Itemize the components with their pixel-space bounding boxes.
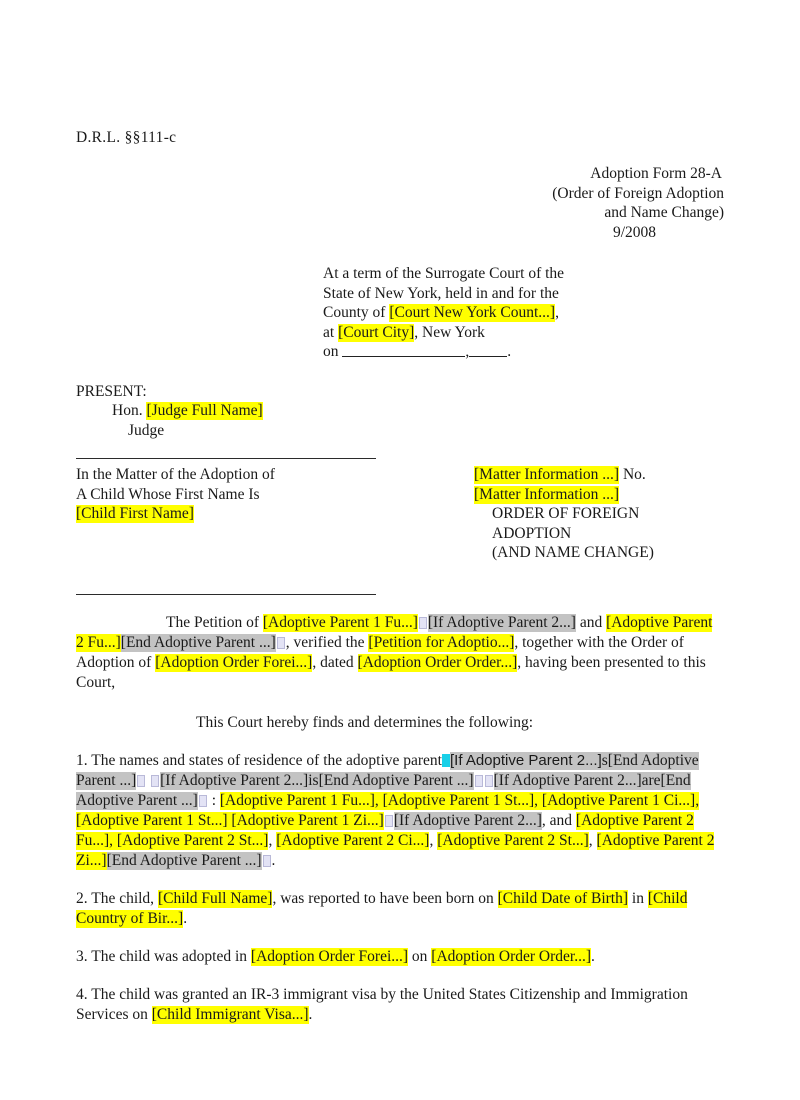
adoptive-parent-2-city-field[interactable]: [Adoptive Parent 2 Ci...] bbox=[276, 831, 430, 849]
adoptive-parent-2-state-field[interactable]: [Adoptive Parent 2 St...] bbox=[437, 831, 589, 849]
p1-text-4: are bbox=[641, 771, 661, 789]
end-adoptive-parent-tag[interactable]: [End Adoptive Parent ...] bbox=[76, 771, 691, 809]
statute-citation: D.R.L. §§111-c bbox=[76, 129, 177, 146]
field-marker-icon bbox=[137, 775, 145, 787]
court-term-line-3 bbox=[323, 303, 724, 323]
petition-for-adoption-field[interactable]: [Petition for Adoptio...] bbox=[368, 633, 515, 651]
if-adoptive-parent-2-tag[interactable]: [If Adoptive Parent 2...] bbox=[427, 613, 576, 631]
p1-text-2: s bbox=[601, 751, 608, 769]
adoption-order-foreign-field[interactable]: [Adoption Order Forei...] bbox=[250, 947, 409, 965]
p3-text-3: . bbox=[591, 947, 595, 965]
p4-text-1: 4. The child was granted an IR-3 immigrant visa by the United States Citizenship and Immigration Services on bbox=[76, 985, 688, 1023]
p1-text-7: , bbox=[534, 791, 542, 809]
p2-text-3: in bbox=[628, 889, 648, 907]
field-marker-icon bbox=[263, 855, 271, 867]
matter-information-field-1[interactable]: [Matter Information ...] bbox=[474, 466, 620, 483]
child-immigrant-visa-field[interactable]: [Child Immigrant Visa...] bbox=[151, 1005, 309, 1023]
child-country-of-birth-field[interactable]: [Child Country of Bir...] bbox=[76, 889, 688, 927]
adoptive-parent-2-zip-field[interactable]: [Adoptive Parent 2 Zi...] bbox=[76, 831, 715, 869]
finding-paragraph-2 bbox=[76, 889, 724, 929]
court-term-line-1: At a term of the Surrogate Court of the bbox=[323, 265, 565, 282]
presiding-judge-line bbox=[76, 401, 724, 421]
adoptive-parent-1-zip-field[interactable]: [Adoptive Parent 1 Zi...] bbox=[231, 811, 384, 829]
p1-text-3: is bbox=[308, 771, 319, 789]
adoptive-parent-1-street-field[interactable]: [Adoptive Parent 1 St...] bbox=[382, 791, 535, 809]
adoptive-parent-2-full-name-field[interactable]: [Adoptive Parent 2 Fu...] bbox=[76, 811, 694, 849]
child-full-name-field[interactable]: [Child Full Name] bbox=[157, 889, 273, 907]
court-term-line-4 bbox=[323, 323, 724, 343]
p3-text-2: on bbox=[408, 947, 432, 965]
file-number-label: No. bbox=[619, 466, 646, 483]
p1-text-5: : bbox=[207, 791, 220, 809]
date-comma: , bbox=[465, 343, 470, 360]
field-marker-icon bbox=[199, 795, 207, 807]
finding-paragraph-3 bbox=[76, 947, 724, 967]
court-finds-line: This Court hereby finds and determines the following: bbox=[196, 713, 534, 731]
field-marker-icon bbox=[485, 775, 493, 787]
if-adoptive-parent-2-tag[interactable]: [If Adoptive Parent 2...] bbox=[449, 751, 602, 769]
caption-matter-line-1: In the Matter of the Adoption of bbox=[76, 466, 275, 483]
court-term-line-2: State of New York, held in and for the bbox=[323, 284, 559, 302]
on-label: on bbox=[323, 343, 343, 360]
end-adoptive-parent-tag[interactable]: [End Adoptive Parent ...] bbox=[76, 751, 699, 789]
hon-label: Hon. bbox=[112, 402, 147, 419]
court-term-line-5 bbox=[323, 342, 724, 362]
if-adoptive-parent-2-tag[interactable]: [If Adoptive Parent 2...] bbox=[493, 771, 642, 789]
end-adoptive-parent-tag[interactable]: [End Adoptive Parent ...] bbox=[106, 851, 262, 869]
adoption-order-date-field[interactable]: [Adoption Order Order...] bbox=[431, 947, 591, 965]
p1-text-15: . bbox=[271, 851, 276, 869]
end-adoptive-parent-tag[interactable]: [End Adoptive Parent ...] bbox=[120, 633, 276, 651]
p2-text-2: , was reported to have been born on bbox=[272, 889, 498, 907]
caption-child-name-line bbox=[76, 504, 474, 524]
adoptive-parent-1-city-field[interactable]: [Adoptive Parent 1 Ci...] bbox=[541, 791, 696, 809]
petition-text-1: The Petition of bbox=[166, 613, 263, 631]
caption-matter-line-2: A Child Whose First Name Is bbox=[76, 485, 260, 503]
court-term-block bbox=[323, 264, 724, 362]
p1-text-6: , bbox=[374, 791, 383, 809]
judge-title-label: Judge bbox=[128, 421, 165, 439]
adoptive-parent-1-full-name-field[interactable]: [Adoptive Parent 1 Fu...] bbox=[262, 613, 418, 631]
present-label: PRESENT: bbox=[76, 382, 147, 400]
p1-text-10: , and bbox=[541, 811, 576, 829]
field-marker-icon bbox=[151, 775, 159, 787]
petition-text-6: , having been presented to this Court, bbox=[76, 653, 706, 691]
court-county-field[interactable]: [Court New York Count...] bbox=[389, 304, 556, 321]
p4-text-2: . bbox=[308, 1005, 313, 1023]
p1-text-8: , bbox=[695, 791, 700, 809]
caption-order-title-line-2: ADOPTION bbox=[492, 524, 572, 542]
caption-file-number-value-line bbox=[474, 485, 724, 505]
field-marker-icon bbox=[475, 775, 483, 787]
field-marker-icon bbox=[385, 815, 393, 827]
caption-left-column bbox=[76, 459, 474, 524]
child-date-of-birth-field[interactable]: [Child Date of Birth] bbox=[497, 889, 629, 907]
field-marker-icon bbox=[277, 637, 285, 649]
caption-block bbox=[76, 458, 724, 595]
p1-text-14: , bbox=[588, 831, 597, 849]
judge-full-name-field[interactable]: [Judge Full Name] bbox=[146, 402, 263, 419]
petition-text-3: , verified the bbox=[285, 633, 369, 651]
petition-text-2: and bbox=[575, 613, 607, 631]
county-suffix: , bbox=[555, 304, 559, 321]
document-content bbox=[76, 128, 724, 1025]
form-subtitle-line-2: and Name Change) bbox=[604, 204, 724, 221]
county-label: County of bbox=[323, 304, 390, 321]
p1-text-11: , bbox=[109, 831, 117, 849]
adoptive-parent-1-state-field[interactable]: [Adoptive Parent 1 St...] bbox=[76, 811, 228, 829]
caption-rule-bottom bbox=[76, 594, 376, 595]
child-first-name-field[interactable]: [Child First Name] bbox=[76, 505, 194, 522]
caption-order-title-line-1: ORDER OF FOREIGN bbox=[492, 505, 640, 522]
form-subtitle-line-1: (Order of Foreign Adoption bbox=[552, 184, 724, 202]
petition-text-5: , dated bbox=[312, 653, 358, 671]
text-cursor-icon bbox=[442, 754, 450, 767]
adoptive-parent-2-street-field[interactable]: [Adoptive Parent 2 St...] bbox=[116, 831, 269, 849]
p2-text-1: 2. The child, bbox=[76, 889, 158, 907]
adoption-order-foreign-field[interactable]: [Adoption Order Forei...] bbox=[155, 653, 313, 671]
present-block bbox=[76, 382, 724, 441]
p1-text-1: 1. The names and states of residence of the adoptive parent bbox=[76, 751, 442, 769]
caption-right-column bbox=[474, 459, 724, 563]
petition-paragraph bbox=[76, 613, 724, 693]
date-period: . bbox=[507, 343, 512, 360]
city-label: at bbox=[323, 323, 339, 341]
p1-text-13: , bbox=[429, 831, 438, 849]
petition-text-4: , together with the Order of Adoption of bbox=[76, 633, 684, 671]
p2-text-4: . bbox=[183, 909, 188, 927]
if-adoptive-parent-2-tag[interactable]: [If Adoptive Parent 2...] bbox=[160, 771, 309, 789]
if-adoptive-parent-2-tag[interactable]: [If Adoptive Parent 2...] bbox=[393, 811, 542, 829]
end-adoptive-parent-tag[interactable]: [End Adoptive Parent ...] bbox=[318, 771, 474, 789]
finding-paragraph-1 bbox=[76, 751, 724, 871]
p3-text-1: 3. The child was adopted in bbox=[76, 947, 251, 965]
adoptive-parent-2-full-name-field[interactable]: [Adoptive Parent 2 Fu...] bbox=[76, 613, 713, 651]
adoption-order-date-field[interactable]: [Adoption Order Order...] bbox=[357, 653, 518, 671]
caption-columns bbox=[76, 459, 724, 563]
city-suffix: , New York bbox=[414, 323, 485, 341]
date-blank-line[interactable] bbox=[342, 344, 465, 357]
form-title: Adoption Form 28-A bbox=[590, 165, 722, 182]
finding-paragraph-4 bbox=[76, 985, 724, 1025]
adoptive-parent-1-full-name-field[interactable]: [Adoptive Parent 1 Fu...] bbox=[219, 791, 375, 809]
court-city-field[interactable]: [Court City] bbox=[338, 323, 415, 341]
matter-information-field-2[interactable]: [Matter Information ...] bbox=[474, 485, 620, 503]
caption-file-number-line bbox=[474, 465, 724, 485]
p1-text-12: , bbox=[268, 831, 277, 849]
form-header bbox=[76, 164, 724, 242]
caption-order-title-line-3: (AND NAME CHANGE) bbox=[492, 544, 654, 561]
year-blank-line[interactable] bbox=[469, 344, 507, 357]
form-revision-date: 9/2008 bbox=[612, 223, 656, 241]
field-marker-icon bbox=[419, 617, 427, 629]
